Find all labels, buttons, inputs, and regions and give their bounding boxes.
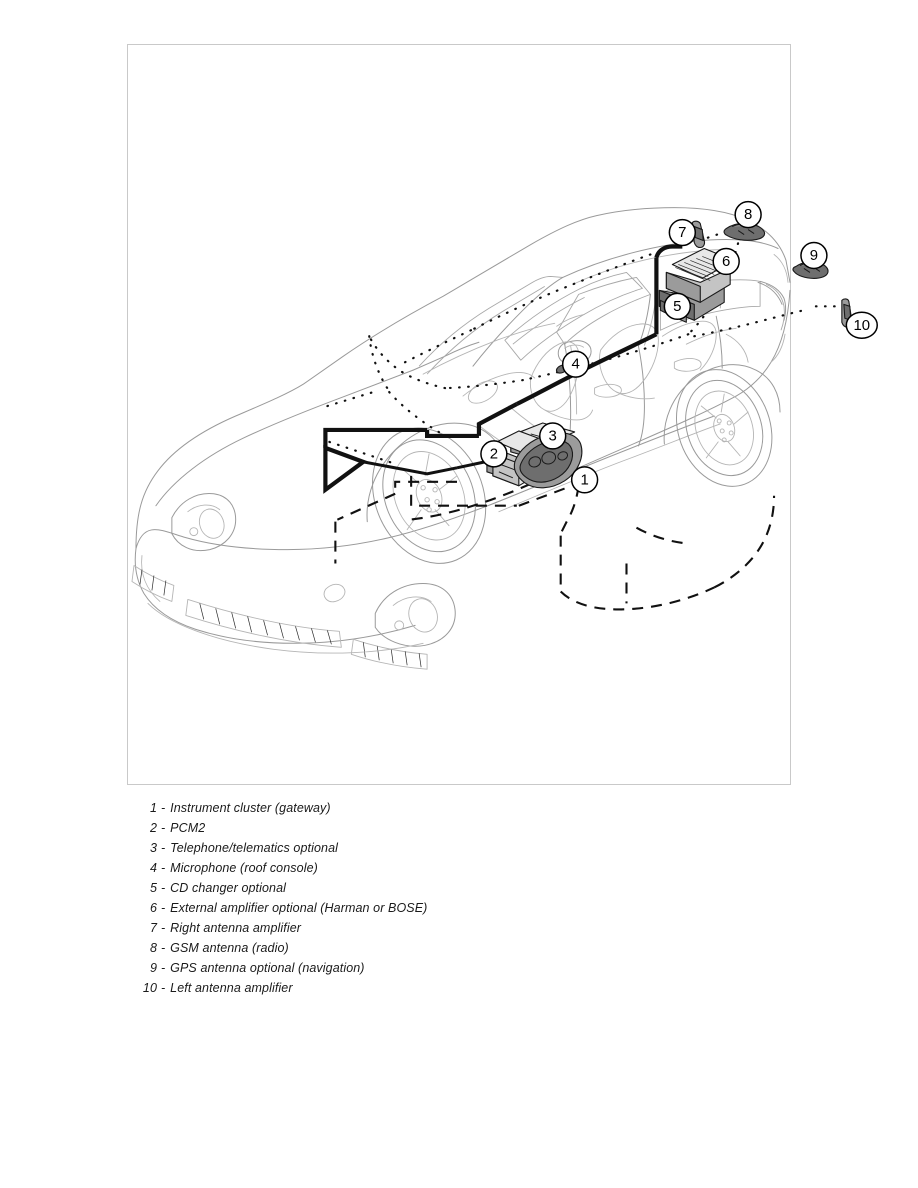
callout-10[interactable] — [846, 312, 877, 338]
callout-3-label: 3 — [548, 427, 557, 445]
legend-item-9-label: GPS antenna optional (navigation) — [170, 961, 365, 975]
callout-5-label: 5 — [673, 297, 682, 315]
legend-item-10-label: Left antenna amplifier — [170, 981, 293, 995]
legend-item-3 — [127, 838, 791, 858]
callout-9-label: 9 — [809, 246, 819, 264]
vehicle-diagram — [128, 45, 871, 784]
legend-item-4 — [127, 858, 791, 878]
legend-item-10-dash: - — [161, 981, 166, 995]
legend-item-7-label: Right antenna amplifier — [170, 921, 302, 935]
callout-2-label: 2 — [489, 445, 499, 463]
legend-item-9-number: 9 — [149, 961, 157, 975]
legend-list — [127, 798, 791, 998]
vehicle-body-outline — [132, 208, 790, 670]
callout-10-label: 10 — [853, 316, 871, 334]
callout-1-label: 1 — [580, 471, 589, 489]
legend-item-1 — [127, 798, 791, 818]
legend-item-7-dash: - — [161, 921, 166, 935]
callout-7[interactable] — [669, 220, 695, 246]
legend-item-6-number: 6 — [149, 901, 157, 915]
legend-item-5-number: 5 — [149, 881, 157, 895]
legend-item-1-label: Instrument cluster (gateway) — [170, 801, 331, 815]
harness-routing — [335, 476, 774, 610]
legend-item-8-dash: - — [161, 941, 166, 955]
legend-item-6-dash: - — [161, 901, 166, 915]
legend-item-6 — [127, 898, 791, 918]
legend-item-5-label: CD changer optional — [170, 881, 287, 895]
rear-wheel — [661, 356, 788, 500]
legend-item-10 — [127, 978, 791, 998]
legend-item-2-label: PCM2 — [170, 821, 206, 835]
callout-1[interactable] — [572, 467, 598, 493]
legend-item-3-dash: - — [161, 841, 166, 855]
legend-item-9-dash: - — [161, 961, 166, 975]
callout-8-label: 8 — [743, 206, 753, 224]
legend-item-10-number: 10 — [142, 981, 157, 995]
legend-item-2-dash: - — [161, 821, 166, 835]
legend-item-8-label: GSM antenna (radio) — [170, 941, 289, 955]
callout-5[interactable] — [664, 293, 690, 319]
legend-item-2 — [127, 818, 791, 838]
legend-item-9 — [127, 958, 791, 978]
left-air-intake — [132, 566, 174, 602]
callout-8[interactable] — [735, 202, 761, 228]
callout-2[interactable] — [481, 441, 507, 467]
legend-item-5 — [127, 878, 791, 898]
legend-item-7 — [127, 918, 791, 938]
front-grille — [186, 599, 342, 647]
legend-item-4-dash: - — [161, 861, 166, 875]
legend-item-2-number: 2 — [149, 821, 157, 835]
legend-item-8-number: 8 — [149, 941, 157, 955]
legend-item-5-dash: - — [161, 881, 166, 895]
callout-4[interactable] — [563, 351, 589, 377]
legend-item-1-dash: - — [161, 801, 166, 815]
legend-item-4-number: 4 — [149, 861, 157, 875]
legend-item-3-number: 3 — [149, 841, 157, 855]
callout-6[interactable] — [713, 249, 739, 275]
callout-7-label: 7 — [678, 224, 687, 242]
legend-item-8 — [127, 938, 791, 958]
legend-item-6-label: External amplifier optional (Harman or BOSE) — [170, 901, 428, 915]
legend-item-4-label: Microphone (roof console) — [170, 861, 318, 875]
figure-frame — [127, 44, 871, 785]
callout-9[interactable] — [801, 243, 827, 269]
legend-item-7-number: 7 — [149, 921, 157, 935]
legend-item-1-number: 1 — [149, 801, 157, 815]
callout-6-label: 6 — [722, 252, 731, 270]
legend-item-3-label: Telephone/telematics optional — [170, 841, 339, 855]
callout-3[interactable] — [540, 423, 566, 449]
front-grille-lower — [351, 639, 427, 669]
callout-4-label: 4 — [571, 355, 580, 373]
